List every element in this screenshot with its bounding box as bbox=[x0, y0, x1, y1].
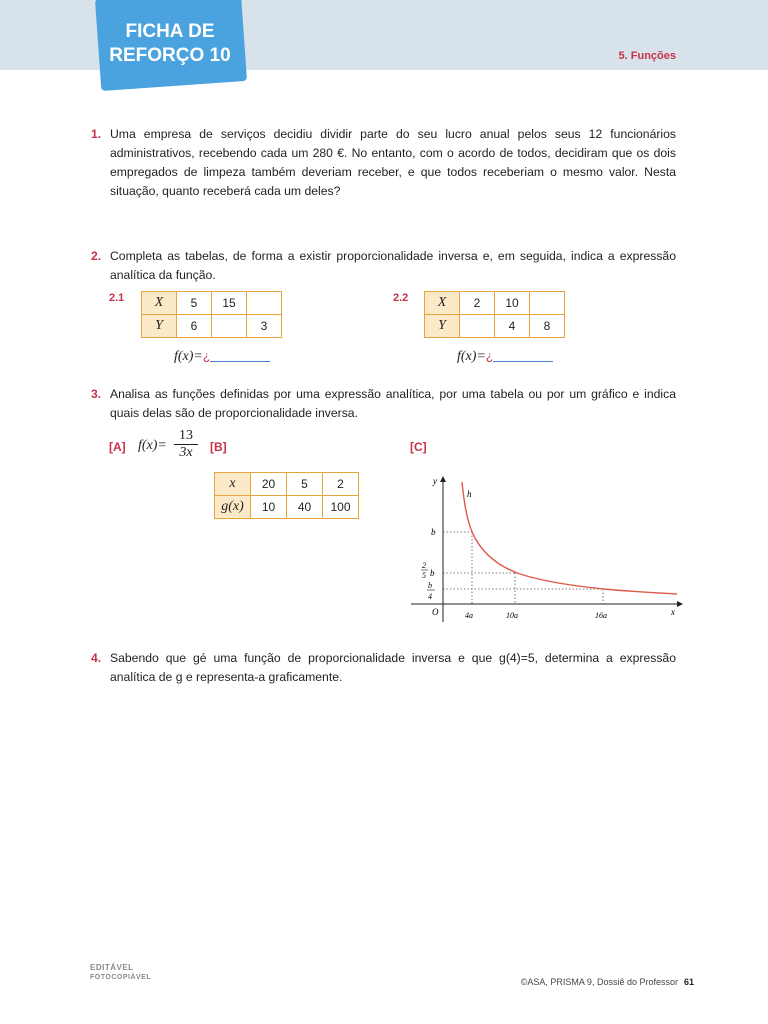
page-number: 61 bbox=[683, 977, 694, 987]
table-cell bbox=[247, 292, 282, 315]
y-mark-two-fifths-b bbox=[421, 561, 435, 580]
question-number: 4. bbox=[91, 651, 102, 665]
x-mark-4a: 4a bbox=[465, 611, 473, 620]
table-cell: 4 bbox=[495, 315, 530, 338]
question-2 bbox=[91, 247, 676, 285]
option-a-fraction bbox=[174, 428, 198, 461]
table-2-2 bbox=[424, 291, 565, 338]
table-cell: X bbox=[142, 292, 177, 315]
table-cell bbox=[212, 315, 247, 338]
question-4 bbox=[91, 649, 676, 687]
table-2-1 bbox=[141, 291, 282, 338]
option-a-label: [A] bbox=[109, 440, 126, 454]
table-cell: Y bbox=[425, 315, 460, 338]
origin-label: O bbox=[432, 607, 439, 617]
question-3 bbox=[91, 385, 676, 423]
curve-h bbox=[462, 482, 677, 594]
question-text: Completa as tabelas, de forma a existir proporcionalidade inversa e, em seguida, indica a expressão analítica da função. bbox=[110, 249, 676, 282]
table-cell: 10 bbox=[495, 292, 530, 315]
table-row bbox=[215, 473, 359, 496]
x-axis-arrow bbox=[677, 601, 683, 607]
y-axis-arrow bbox=[440, 476, 446, 482]
table-cell: g(x) bbox=[215, 496, 251, 519]
answer-blank[interactable] bbox=[493, 348, 553, 362]
question-1 bbox=[91, 125, 676, 201]
svg-text:5: 5 bbox=[422, 571, 426, 580]
question-number: 1. bbox=[91, 127, 102, 141]
table-row bbox=[142, 292, 282, 315]
table-cell: 3 bbox=[247, 315, 282, 338]
worksheet-title: FICHA DE REFORÇO 10 bbox=[109, 21, 231, 66]
table-b bbox=[214, 472, 359, 519]
footer-credit: ©ASA, PRISMA 9, Dossiê do Professor 61 bbox=[520, 977, 694, 987]
question-text: Analisa as funções definidas por uma expressão analítica, por uma tabela ou por um gráfico e indica quais delas são de proporcionalidade inversa. bbox=[110, 387, 676, 420]
svg-text:b: b bbox=[430, 568, 435, 578]
table-cell: 15 bbox=[212, 292, 247, 315]
table-cell: 8 bbox=[530, 315, 565, 338]
subquestion-label: 2.2 bbox=[393, 292, 409, 304]
formula-2-2: f(x)=¿ bbox=[457, 348, 553, 365]
y-mark-b-quarter bbox=[427, 581, 435, 601]
y-mark-b: b bbox=[431, 527, 436, 537]
table-cell bbox=[460, 315, 495, 338]
table-cell: X bbox=[425, 292, 460, 315]
editable-logo: EDITÁVEL FOTOCOPIÁVEL bbox=[90, 963, 152, 981]
table-cell: 40 bbox=[287, 496, 323, 519]
option-c-label: [C] bbox=[410, 440, 427, 454]
table-cell: 2 bbox=[460, 292, 495, 315]
table-cell: 5 bbox=[287, 473, 323, 496]
table-row bbox=[142, 315, 282, 338]
answer-blank[interactable] bbox=[210, 348, 270, 362]
table-row bbox=[425, 292, 565, 315]
option-b-label: [B] bbox=[210, 440, 227, 454]
svg-text:2: 2 bbox=[422, 561, 426, 570]
question-number: 3. bbox=[91, 387, 102, 401]
fraction-denominator: 3x bbox=[179, 445, 193, 460]
table-cell bbox=[530, 292, 565, 315]
section-name: 5. Funções bbox=[618, 50, 676, 62]
guide-lines bbox=[443, 532, 603, 604]
formula-2-1: f(x)=¿ bbox=[174, 348, 270, 365]
table-cell: 2 bbox=[323, 473, 359, 496]
table-cell: Y bbox=[142, 315, 177, 338]
question-number: 2. bbox=[91, 249, 102, 263]
table-cell: 5 bbox=[177, 292, 212, 315]
option-a-lhs: f(x)= bbox=[138, 438, 167, 453]
table-row bbox=[425, 315, 565, 338]
x-mark-10a: 10a bbox=[506, 611, 518, 620]
table-cell: 6 bbox=[177, 315, 212, 338]
svg-text:4: 4 bbox=[428, 592, 432, 601]
table-cell: x bbox=[215, 473, 251, 496]
question-text: Uma empresa de serviços decidiu dividir parte do seu lucro anual pelos seus 12 funcionários administrativos, recebendo cada um 280 €. No entanto, com o acordo de todos, decidiram que os dois empregados de limpeza também deveriam receber, e que todos receberiam o mesmo valor. Nesta situação, quanto receberá cada um deles? bbox=[110, 127, 676, 198]
curve-label: h bbox=[467, 489, 472, 499]
question-text: Sabendo que gé uma função de proporcionalidade inversa e que g(4)=5, determina a expressão analítica de g e representa-a graficamente. bbox=[110, 651, 676, 684]
table-cell: 20 bbox=[251, 473, 287, 496]
svg-text:b: b bbox=[428, 581, 432, 590]
table-cell: 100 bbox=[323, 496, 359, 519]
fraction-numerator: 13 bbox=[174, 428, 198, 445]
table-row bbox=[215, 496, 359, 519]
x-axis-label: x bbox=[671, 607, 675, 617]
x-mark-16a: 16a bbox=[595, 611, 607, 620]
subquestion-label: 2.1 bbox=[109, 292, 125, 304]
y-axis-label: y bbox=[433, 476, 437, 486]
graph-h bbox=[405, 472, 685, 624]
table-cell: 10 bbox=[251, 496, 287, 519]
